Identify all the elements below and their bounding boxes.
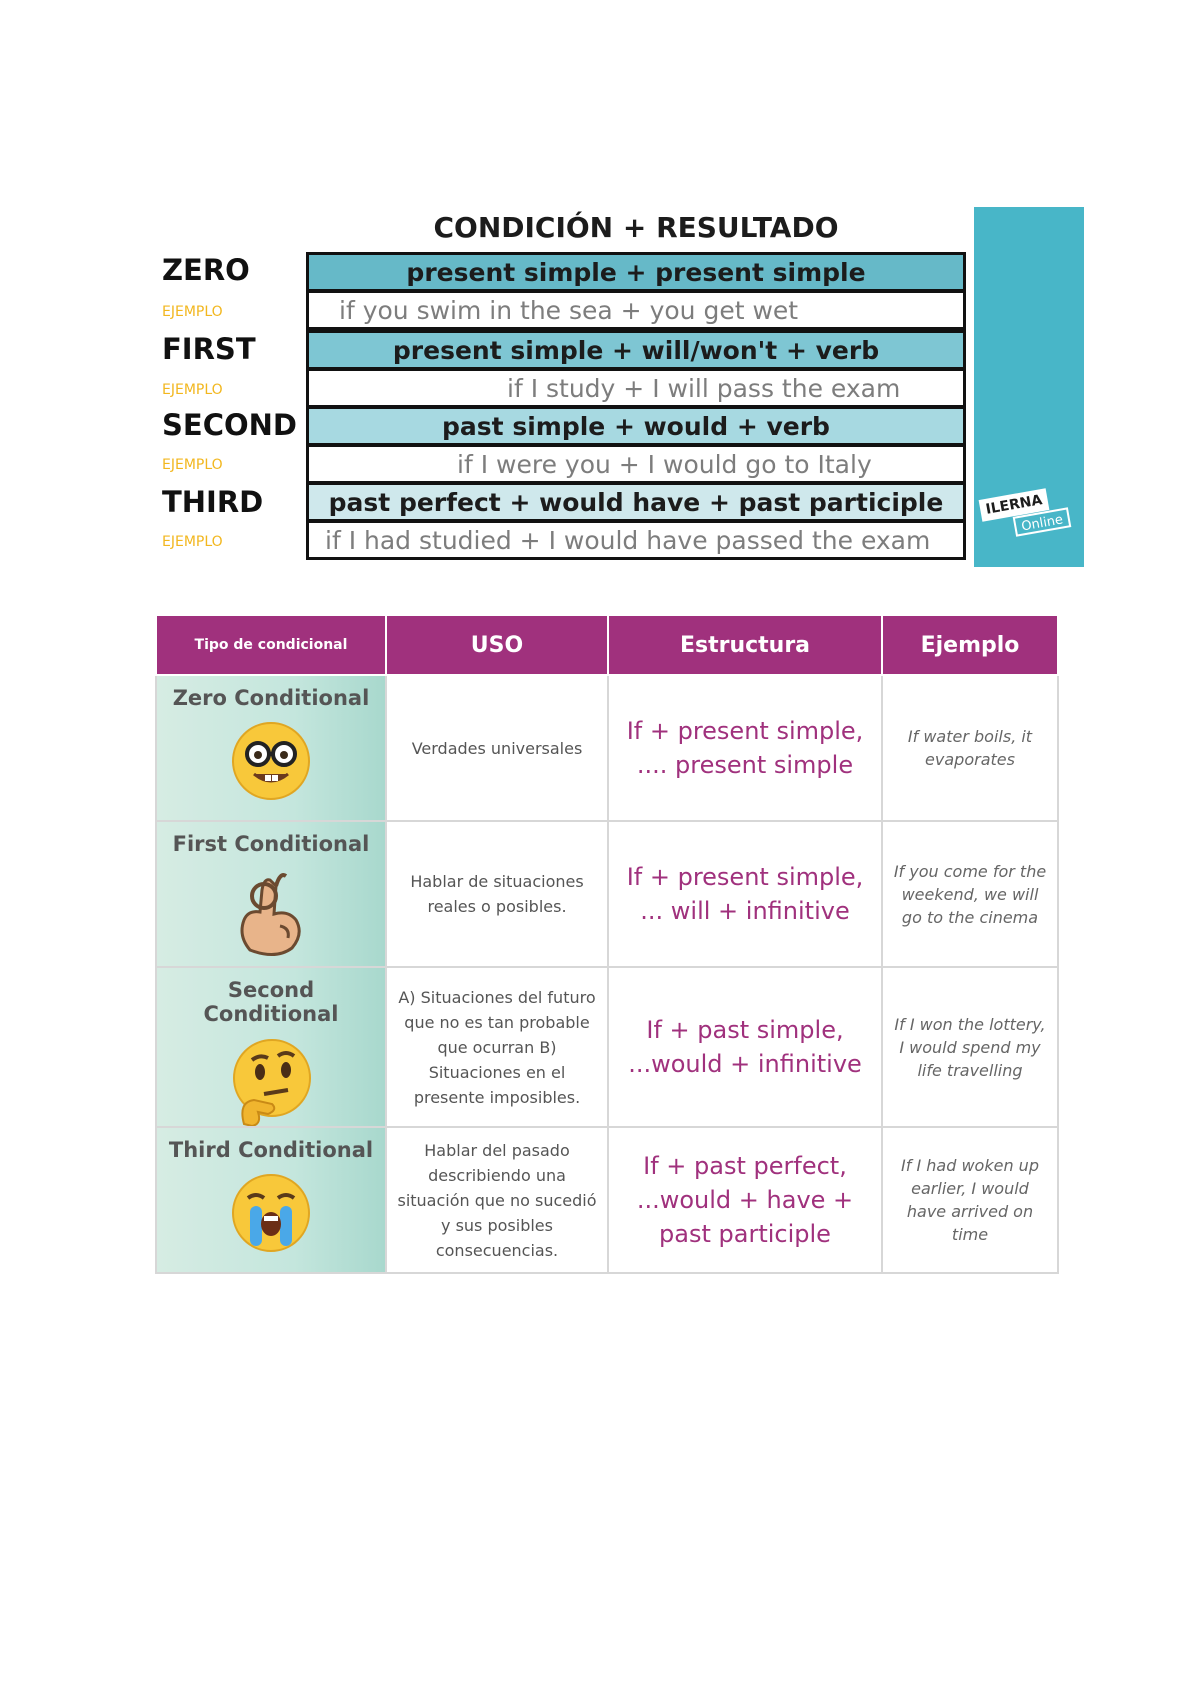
crying-face-icon <box>230 1172 312 1254</box>
table-row <box>156 821 1058 967</box>
thinking-face-icon <box>228 1036 314 1126</box>
type-name: Third Conditional <box>168 1138 374 1162</box>
structure-first: present simple + will/won't + verb <box>306 330 966 370</box>
header-estructura: Estructura <box>608 615 882 675</box>
ejemplo-cell <box>882 821 1058 967</box>
label-third: THIRD <box>162 485 264 519</box>
example-first-text: if I study + I will pass the exam <box>507 373 901 403</box>
label-first: FIRST <box>162 332 256 366</box>
ejemplo-text: If I had woken up earlier, I would have arrived on time <box>901 1156 1039 1244</box>
type-name: Second Conditional <box>203 978 339 1026</box>
estructura-cell <box>608 967 882 1127</box>
logo-bottom-text: Online <box>1013 507 1072 536</box>
type-cell <box>156 967 386 1127</box>
uso-cell <box>386 967 608 1127</box>
conditionals-table <box>155 614 1059 1274</box>
type-cell <box>156 1127 386 1273</box>
estructura-cell <box>608 1127 882 1273</box>
estructura-line: ...would + infinitive <box>628 1050 862 1078</box>
estructura-cell <box>608 675 882 821</box>
table-row <box>156 675 1058 821</box>
nerd-face-icon <box>230 720 312 802</box>
table-row <box>156 1127 1058 1273</box>
ejemplo-cell <box>882 967 1058 1127</box>
example-first <box>306 368 966 408</box>
ilerna-online-logo <box>980 488 1074 540</box>
estructura-line: past participle <box>659 1220 831 1248</box>
ejemplo-cell <box>882 675 1058 821</box>
ejemplo-text: If I won the lottery, I would spend my life travelling <box>894 1014 1046 1080</box>
type-cell <box>156 821 386 967</box>
uso-cell <box>386 821 608 967</box>
example-zero <box>306 290 966 330</box>
label-second: SECOND <box>162 408 297 442</box>
estructura-line: If + present simple, <box>626 863 864 891</box>
header-ejemplo: Ejemplo <box>882 615 1058 675</box>
uso-text: Hablar de situaciones reales o posibles. <box>410 872 584 916</box>
label-zero: ZERO <box>162 253 250 287</box>
example-zero-text: if you swim in the sea + you get wet <box>339 295 799 325</box>
example-second <box>306 444 966 484</box>
conditionals-summary-chart <box>0 0 1200 580</box>
estructura-line: If + past simple, <box>646 1016 844 1044</box>
estructura-cell <box>608 821 882 967</box>
logo-top-text: ILERNA <box>979 488 1050 521</box>
type-name: First Conditional <box>172 832 370 856</box>
ejemplo-second: EJEMPLO <box>162 457 223 473</box>
uso-text: Hablar del pasado describiendo una situación que no sucedió y sus posibles consecuencias. <box>397 1140 597 1260</box>
header-uso: USO <box>386 615 608 675</box>
estructura-line: .... present simple <box>636 751 854 779</box>
estructura-line: If + past perfect, <box>643 1152 847 1180</box>
example-third <box>306 520 966 560</box>
chart-title: CONDICIÓN + RESULTADO <box>433 211 839 244</box>
type-cell <box>156 675 386 821</box>
uso-cell <box>386 675 608 821</box>
estructura-line: ...would + have + <box>636 1186 854 1214</box>
ok-hand-icon <box>230 866 312 958</box>
ejemplo-third: EJEMPLO <box>162 534 223 550</box>
structure-second: past simple + would + verb <box>306 406 966 446</box>
uso-text: Verdades universales <box>411 738 583 758</box>
table-header-row <box>156 615 1058 675</box>
estructura-line: If + present simple, <box>626 717 864 745</box>
uso-text: A) Situaciones del futuro que no es tan probable que ocurran B) Situaciones en el presente imposibles. <box>398 987 596 1107</box>
ejemplo-text: If you come for the weekend, we will go to the cinema <box>893 861 1047 927</box>
ejemplo-zero: EJEMPLO <box>162 304 223 320</box>
type-name: Zero Conditional <box>172 686 370 710</box>
structure-third: past perfect + would have + past participle <box>306 482 966 522</box>
example-second-text: if I were you + I would go to Italy <box>457 449 872 479</box>
example-third-text: if I had studied + I would have passed the exam <box>325 525 931 555</box>
estructura-line: ... will + infinitive <box>640 897 850 925</box>
ejemplo-text: If water boils, it evaporates <box>907 727 1033 769</box>
uso-cell <box>386 1127 608 1273</box>
structure-zero: present simple + present simple <box>306 252 966 292</box>
table-row <box>156 967 1058 1127</box>
ejemplo-cell <box>882 1127 1058 1273</box>
header-tipo: Tipo de condicional <box>156 615 386 675</box>
ejemplo-first: EJEMPLO <box>162 382 223 398</box>
